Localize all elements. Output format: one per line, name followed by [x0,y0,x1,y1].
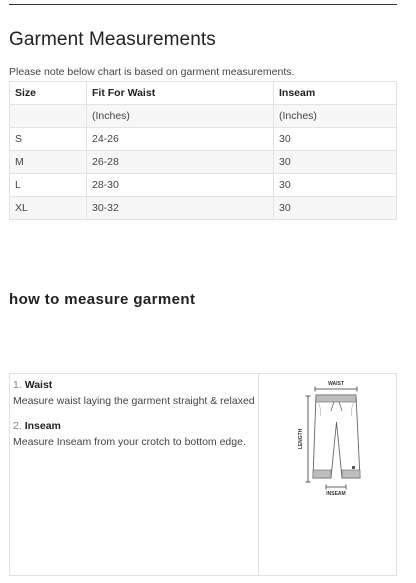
page-title: Garment Measurements [9,29,216,50]
left-cuff [313,470,331,478]
header-inseam: Inseam [274,82,397,105]
unit-size [10,105,87,128]
inseam-cell: 30 [274,128,397,151]
waistband [316,395,356,402]
table-row [10,174,397,197]
inseam-label: INSEAM [326,491,346,497]
size-cell: M [10,151,87,174]
table-row [10,128,397,151]
table-units-row [10,105,397,128]
length-label: LENGTH [298,428,304,450]
waist-cell: 28-30 [87,174,274,197]
step-number: 1. [13,379,22,391]
measure-instructions [10,374,259,575]
table-header-row [10,82,397,105]
waist-label: WAIST [328,381,344,387]
chart-note: Please note below chart is based on garment measurements. [9,66,295,78]
top-divider [9,4,397,5]
step-inseam [13,419,255,449]
unit-inseam: (Inches) [274,105,397,128]
size-cell: L [10,174,87,197]
table-row [10,151,397,174]
inseam-cell: 30 [274,151,397,174]
table-row [10,197,397,220]
inseam-cell: 30 [274,174,397,197]
step-description: Measure Inseam from your crotch to bottom edge. [13,436,246,448]
step-number: 2. [13,420,22,432]
header-fit-for-waist: Fit For Waist [87,82,274,105]
waist-cell: 24-26 [87,128,274,151]
inseam-cell: 30 [274,197,397,220]
size-cell: XL [10,197,87,220]
how-to-measure-panel [9,373,397,576]
unit-waist: (Inches) [87,105,274,128]
waist-cell: 30-32 [87,197,274,220]
how-to-measure-heading: how to measure garment [9,291,196,308]
step-waist [13,378,255,408]
step-title: Inseam [24,420,61,432]
size-cell: S [10,128,87,151]
step-description: Measure waist laying the garment straight & relaxed [13,395,255,407]
step-title: Waist [24,379,53,391]
waist-cell: 26-28 [87,151,274,174]
pants-measurement-icon [260,374,396,575]
right-cuff [342,470,360,478]
size-chart-table [9,81,397,220]
header-size: Size [10,82,87,105]
pants-diagram [260,374,396,575]
